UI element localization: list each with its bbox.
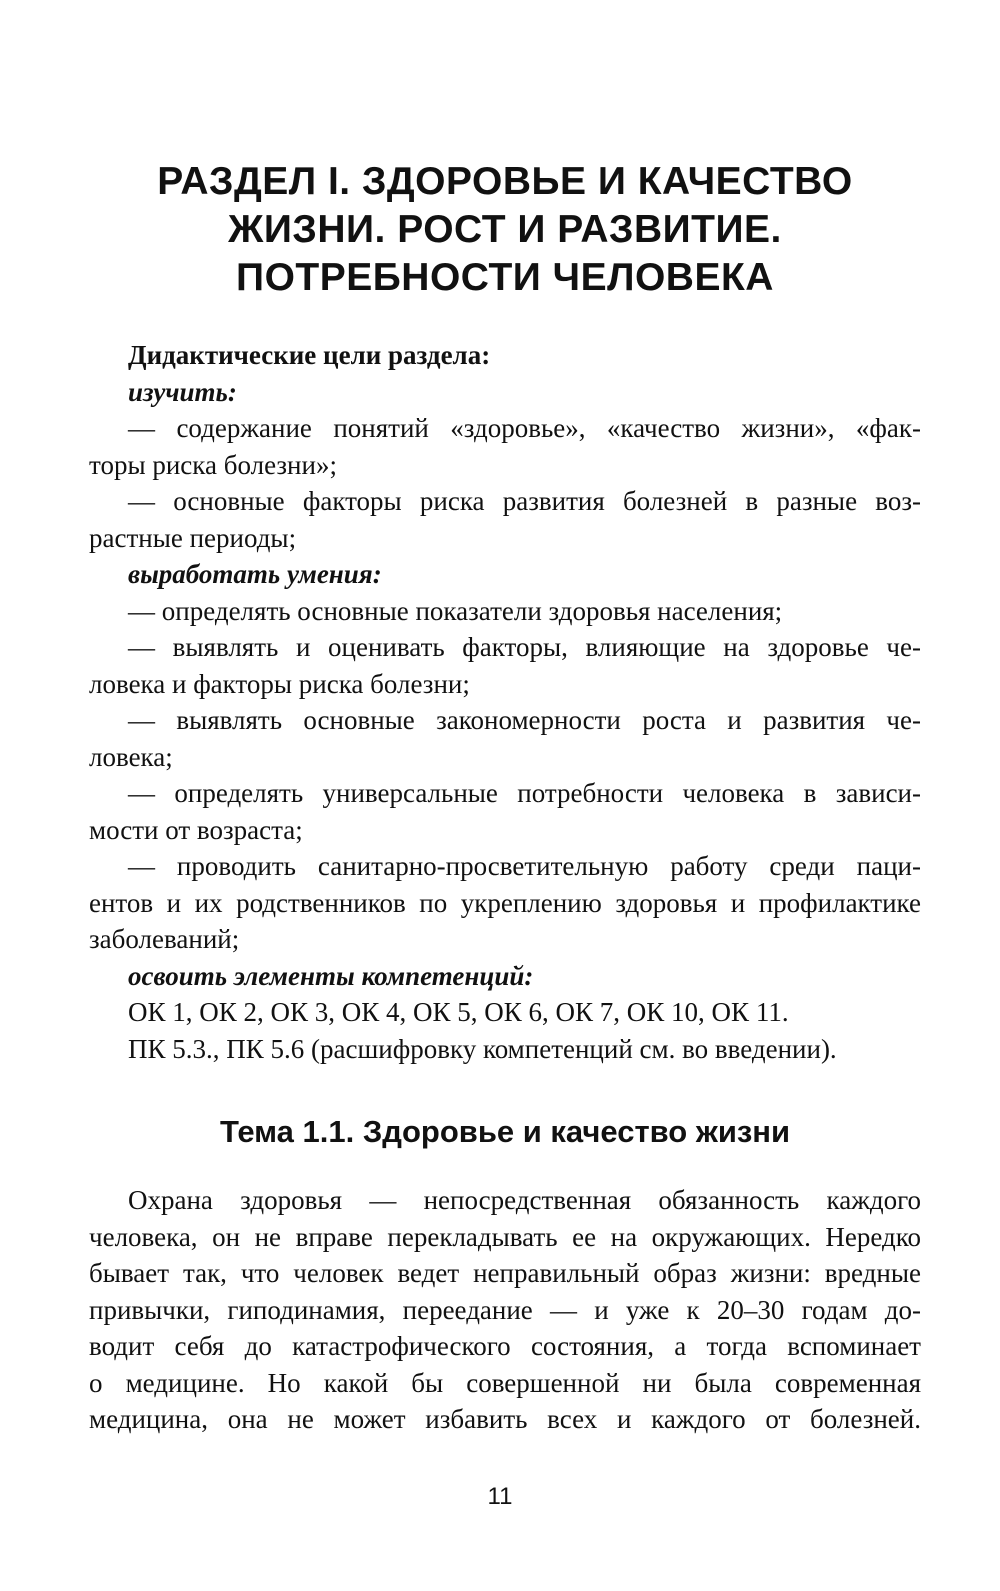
skills-item-3-line-2: ловека; — [89, 741, 173, 772]
skills-label: выработать умения: — [128, 559, 382, 589]
paragraph-line-2: человека, он не вправе перекладывать ее на окружающих. Нередко — [89, 1221, 921, 1252]
skills-item-2-line-2: ловека и факторы риска болезни; — [89, 668, 470, 699]
section-title-line-1: РАЗДЕЛ I. ЗДОРОВЬЕ И КАЧЕСТВО — [157, 160, 853, 203]
paragraph-line-4: привычки, гиподинамия, переедание — и уже к 20–30 годам до- — [89, 1294, 921, 1325]
study-item-2-line-1: — основные факторы риска развития болезней в разные воз- — [128, 486, 921, 516]
section-title — [90, 158, 920, 302]
skills-item-3-line-1: — выявлять основные закономерности роста и развития че- — [128, 705, 921, 735]
section-title-line-3: ПОТРЕБНОСТИ ЧЕЛОВЕКА — [236, 256, 774, 299]
competencies-label: освоить элементы компетенций: — [128, 960, 534, 991]
skills-item-5-line-3: заболеваний; — [89, 924, 240, 954]
skills-item-5-line-1: — проводить санитарно-просветительную работу среди паци- — [128, 851, 921, 881]
skills-item-5-line-2: ентов и их родственников по укреплению здоровья и профилактике — [89, 887, 921, 918]
study-item-1-line-1: — содержание понятий «здоровье», «качество жизни», «фак- — [128, 413, 921, 443]
skills-item-2-line-1: — выявлять и оценивать факторы, влияющие на здоровье че- — [128, 632, 921, 662]
paragraph-line-5: водит себя до катастрофического состояния, а тогда вспоминает — [89, 1331, 921, 1361]
paragraph-line-7: медицина, она не может избавить всех и каждого от болезней. — [89, 1404, 921, 1434]
study-label: изучить: — [128, 376, 237, 407]
study-item-1-line-2: торы риска болезни»; — [89, 449, 337, 480]
paragraph-line-1: Охрана здоровья — непосредственная обязанность каждого — [128, 1185, 921, 1215]
skills-item-1-line-1: — определять основные показатели здоровья населения; — [128, 595, 783, 626]
skills-item-4-line-2: мости от возраста; — [89, 814, 303, 845]
paragraph-line-6: о медицине. Но какой бы совершенной ни была современная — [89, 1367, 921, 1398]
goals-heading: Дидактические цели раздела: — [128, 340, 491, 370]
skills-item-4-line-1: — определять универсальные потребности человека в зависи- — [128, 778, 921, 808]
study-item-2-line-2: растные периоды; — [89, 522, 297, 553]
competencies-line-2: ПК 5.3., ПК 5.6 (расшифровку компетенций см. во введении). — [128, 1033, 837, 1064]
didactic-goals — [89, 337, 921, 1067]
topic-paragraph — [89, 1182, 921, 1438]
paragraph-line-3: бывает так, что человек ведет неправильный образ жизни: вредные — [89, 1258, 921, 1288]
topic-title: Тема 1.1. Здоровье и качество жизни — [219, 1114, 791, 1149]
competencies-line-1: ОК 1, ОК 2, ОК 3, ОК 4, ОК 5, ОК 6, ОК 7, ОК 10, ОК 11. — [128, 997, 789, 1027]
section-title-line-2: ЖИЗНИ. РОСТ И РАЗВИТИЕ. — [228, 208, 782, 251]
page-number: 11 — [487, 1483, 513, 1510]
